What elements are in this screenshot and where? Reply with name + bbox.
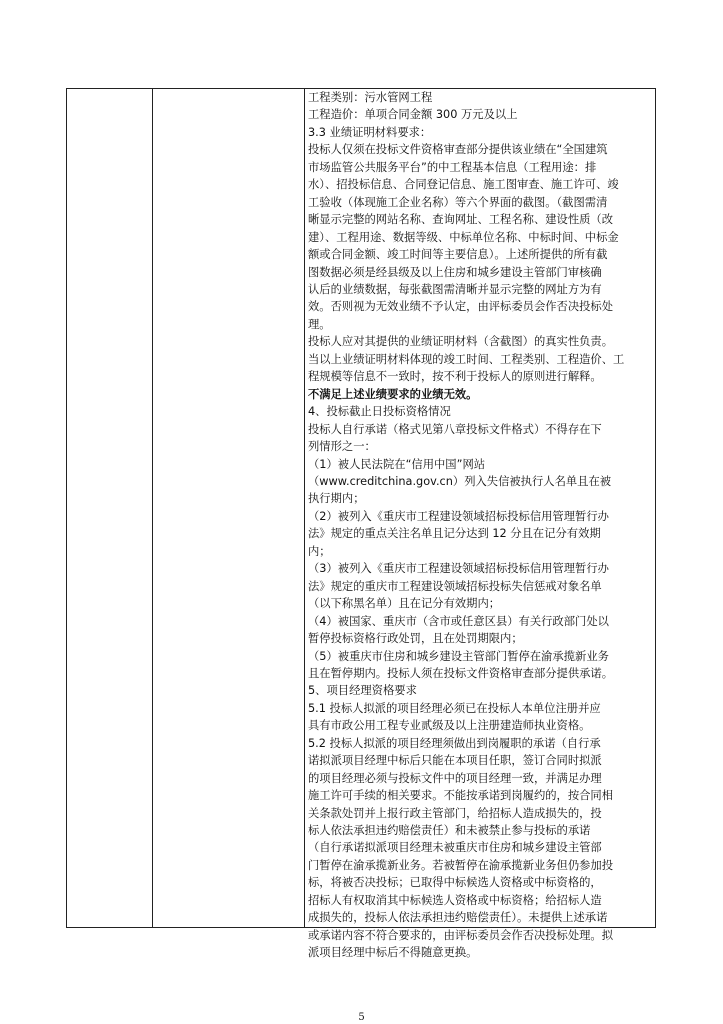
text-line: 工程类别：污水管网工程 [308,91,433,104]
requirement-content-cell [308,89,655,962]
text-line: 投标人自行承诺（格式见第八章投标文件格式）不得存在下 [308,422,602,436]
text-line: 当以上业绩证明材料体现的竣工时间、工程类别、工程造价、工 [308,352,625,366]
text-line: 晰显示完整的网站名称、查询网址、工程名称、建设性质（改 [308,213,614,227]
text-line: 5.1 投标人拟派的项目经理必须已在投标人本单位注册并应 [308,701,601,715]
text-line: 或承诺内容不符合要求的，由评标委员会作否决投标处理。拟 [308,928,614,942]
column-divider-2 [304,89,305,927]
text-line: 工程造价：单项合同金额 300 万元及以上 [308,108,518,122]
text-line: （3）被列入《重庆市工程建设领域招标投标信用管理暂行办 [308,562,609,576]
text-line: 市场监管公共服务平台”的中工程基本信息（工程用途：排 [308,160,597,174]
text-line: 且在暂停期内。投标人须在投标文件资格审查部分提供承诺。 [308,666,614,680]
text-line: 4、投标截止日投标资格情况 [308,405,451,419]
text-line: 暂停投标资格行政处罚，且在处罚期限内； [308,632,523,646]
text-line: 法》规定的重点关注名单且记分达到 12 分且在记分有效期 [308,527,601,541]
text-line: （自行承诺拟派项目经理未被重庆市住房和城乡建设主管部 [308,841,602,855]
text-line: 关条款处罚并上报行政主管部门，给招标人造成损失的，投 [308,806,602,820]
text-line: 法》规定的重庆市工程建设领域招标投标失信惩戒对象名单 [308,579,602,593]
text-line: 建）、工程用途、数据等级、中标单位名称、中标时间、中标金 [308,230,619,244]
text-line: （4）被国家、重庆市（含市或任意区县）有关行政部门处以 [308,614,609,628]
text-line: 水）、招投标信息、合同登记信息、施工图审查、施工许可、竣 [308,178,619,192]
text-line: 3.3 业绩证明材料要求： [308,125,432,139]
text-line: 效。否则视为无效业绩不予认定，由评标委员会作否决投标处 [308,300,614,314]
text-line: （www.creditchina.gov.cn）列入失信被执行人名单且在被 [308,474,612,488]
column-divider-1 [152,89,153,927]
text-line: 程规模等信息不一致时，按不利于投标人的原则进行解释。 [308,370,602,384]
text-line: 投标人应对其提供的业绩证明材料（含截图）的真实性负责。 [308,335,614,349]
bold-statement-line: 不满足上述业绩要求的业绩无效。 [308,387,478,401]
text-line: 图数据必须是经县级及以上住房和城乡建设主管部门审核确 [308,265,602,279]
text-line: 门暂停在渝承揽新业务。若被暂停在渝承揽新业务但仍参加投 [308,858,614,872]
text-line: 执行期内； [308,492,365,506]
text-line: 标人依法承担违约赔偿责任）和未被禁止参与投标的承诺 [308,824,591,838]
text-line: 标，将被否决投标；已取得中标候选人资格或中标资格的， [308,876,602,890]
text-line: 5、项目经理资格要求 [308,684,417,698]
page-number: 5 [358,1012,365,1023]
text-line: 额或合同金额、竣工时间等主要信息）。上述所提供的所有截 [308,248,608,262]
text-line: 投标人仅须在投标文件资格审查部分提供该业绩在“全国建筑 [308,143,608,157]
text-line: 认后的业绩数据，每张截图需清晰并显示完整的网址方为有 [308,282,602,296]
text-line: 派项目经理中标后不得随意更换。 [308,946,478,960]
text-line: 成损失的，投标人依法承担违约赔偿责任）。未提供上述承诺 [308,911,608,925]
text-line: （1）被人民法院在“信用中国”网站 [308,457,486,471]
text-line: 招标人有权取消其中标候选人资格或中标资格；给招标人造 [308,893,602,907]
text-line: 内； [308,544,331,558]
text-line: 理。 [308,317,331,331]
text-line: 列情形之一： [308,440,376,454]
text-line: 施工许可手续的相关要求。不能按承诺到岗履约的，按合同相 [308,789,614,803]
text-line: （2）被列入《重庆市工程建设领域招标投标信用管理暂行办 [308,509,609,523]
text-line: 的项目经理必须与投标文件中的项目经理一致，并满足办理 [308,771,602,785]
text-line: 5.2 投标人拟派的项目经理须做出到岗履职的承诺（自行承 [308,736,601,750]
text-line: 诺拟派项目经理中标后只能在本项目任职，签订合同时拟派 [308,754,602,768]
text-line: （以下称黑名单）且在记分有效期内； [308,597,501,611]
text-line: （5）被重庆市住房和城乡建设主管部门暂停在渝承揽新业务 [308,649,609,663]
requirements-table [66,88,656,960]
text-line: 具有市政公用工程专业贰级及以上注册建造师执业资格。 [308,719,591,733]
text-line: 工验收（体现施工企业名称）等六个界面的截图。（截图需清 [308,195,608,209]
